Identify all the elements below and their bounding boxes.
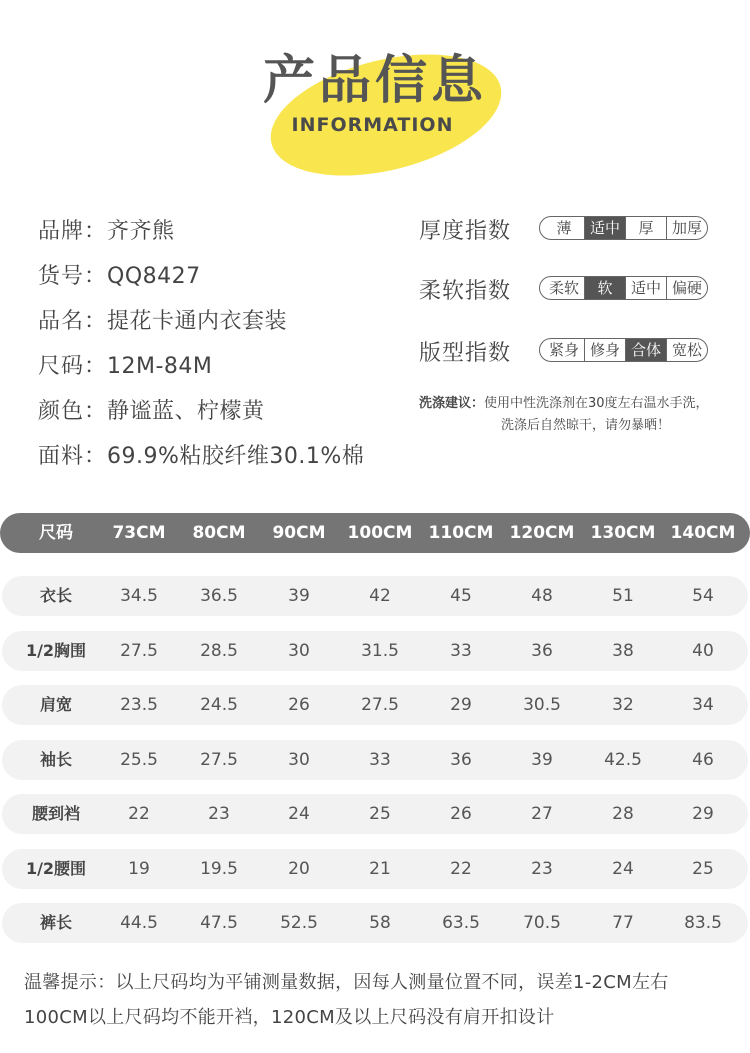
table-row <box>2 903 748 943</box>
info-label: 品牌： <box>38 219 108 244</box>
header-cell-label: 尺码 <box>39 523 73 543</box>
table-cell: 21 <box>369 858 391 879</box>
table-cell: 52.5 <box>280 913 318 933</box>
wash-advice <box>419 393 709 437</box>
table-row <box>2 740 748 780</box>
index-option: 加厚 <box>666 217 707 239</box>
table-row <box>2 576 748 616</box>
table-cell: 27.5 <box>361 695 399 715</box>
page-subtitle: INFORMATION <box>291 114 454 136</box>
table-cell: 34.5 <box>120 586 158 606</box>
info-item-number <box>38 259 364 304</box>
header-cell-size: 120CM <box>509 523 575 543</box>
info-product-name <box>38 304 364 349</box>
index-option-selected: 合体 <box>625 339 666 361</box>
table-cell: 19.5 <box>200 858 238 879</box>
size-table-header <box>0 513 750 553</box>
header-cell-size: 80CM <box>192 523 246 543</box>
table-cell: 70.5 <box>523 913 561 933</box>
info-label: 货号： <box>38 264 108 289</box>
table-cell: 40 <box>692 640 714 661</box>
table-cell: 45 <box>450 586 472 606</box>
table-cell: 22 <box>128 804 150 824</box>
table-cell: 23 <box>531 858 553 879</box>
table-row <box>2 685 748 725</box>
index-option-selected: 软 <box>584 277 625 299</box>
table-cell: 44.5 <box>120 913 158 933</box>
index-label: 柔软指数 <box>419 279 512 304</box>
table-cell: 20 <box>288 858 310 879</box>
table-cell: 33 <box>450 640 472 661</box>
info-label: 尺码： <box>38 354 108 379</box>
table-cell: 36.5 <box>200 586 238 606</box>
info-value: 69.9%粘胶纤维30.1%棉 <box>107 444 365 469</box>
table-cell: 30.5 <box>523 695 561 715</box>
index-row <box>419 334 739 374</box>
table-cell: 24 <box>612 858 634 879</box>
table-cell: 42.5 <box>604 749 642 770</box>
table-cell: 51 <box>612 586 634 606</box>
note-line-2: 100CM以上尺码均不能开裆，120CM及以上尺码没有肩开扣设计 <box>24 1007 555 1028</box>
page-title: 产品信息 <box>262 51 487 111</box>
product-info-list <box>38 214 364 484</box>
info-value: 静谧蓝、柠檬黄 <box>107 399 265 424</box>
index-label: 版型指数 <box>419 341 512 366</box>
header-cell-size: 130CM <box>590 523 656 543</box>
table-cell: 24.5 <box>200 695 238 715</box>
table-cell: 30 <box>288 640 310 661</box>
table-cell: 32 <box>612 695 634 715</box>
table-cell: 27 <box>531 804 553 824</box>
info-value: 12M-84M <box>107 354 213 379</box>
index-option: 修身 <box>584 339 625 361</box>
info-label: 面料： <box>38 444 108 469</box>
info-color <box>38 394 364 439</box>
info-value: 齐齐熊 <box>107 219 175 244</box>
header-cell-size: 73CM <box>112 523 166 543</box>
table-cell: 31.5 <box>361 640 399 661</box>
index-row <box>419 212 739 252</box>
info-label: 品名： <box>38 309 108 334</box>
row-label: 袖长 <box>39 749 72 769</box>
table-cell: 46 <box>692 749 714 770</box>
wash-advice-line1: 使用中性洗涤剂在30度左右温水手洗， <box>484 396 709 411</box>
index-label: 厚度指数 <box>419 219 512 244</box>
header-cell-size: 110CM <box>428 523 494 543</box>
header-cell-size: 90CM <box>272 523 326 543</box>
table-cell: 26 <box>288 695 310 715</box>
table-row <box>2 794 748 834</box>
info-brand <box>38 214 364 259</box>
table-cell: 27.5 <box>200 749 238 770</box>
page-header <box>0 0 750 200</box>
index-option: 厚 <box>625 217 666 239</box>
info-size <box>38 349 364 394</box>
table-cell: 19 <box>128 858 150 879</box>
index-option: 宽松 <box>666 339 707 361</box>
table-cell: 48 <box>531 586 553 606</box>
row-label: 肩宽 <box>39 695 72 714</box>
table-cell: 24 <box>288 804 310 824</box>
index-option: 适中 <box>625 277 666 299</box>
index-row <box>419 272 739 312</box>
table-row <box>2 849 748 889</box>
table-cell: 63.5 <box>442 913 480 933</box>
table-cell: 38 <box>612 640 634 661</box>
table-row <box>2 631 748 671</box>
table-cell: 23.5 <box>120 695 158 715</box>
row-label: 裤长 <box>39 913 72 932</box>
info-label: 颜色： <box>38 399 108 424</box>
table-cell: 29 <box>450 695 472 715</box>
table-cell: 25 <box>692 858 714 879</box>
index-option: 柔软 <box>548 279 579 297</box>
table-cell: 36 <box>531 640 553 661</box>
table-cell: 27.5 <box>120 640 158 661</box>
table-cell: 39 <box>531 749 553 770</box>
size-note <box>24 965 744 1035</box>
table-cell: 28.5 <box>200 640 238 661</box>
header-cell-size: 100CM <box>347 523 413 543</box>
row-label: 腰到裆 <box>31 804 80 823</box>
index-options <box>539 216 708 240</box>
table-cell: 34 <box>692 695 714 715</box>
table-cell: 33 <box>369 749 391 770</box>
table-cell: 77 <box>612 913 634 933</box>
table-cell: 29 <box>692 804 714 824</box>
row-label: 衣长 <box>39 586 72 605</box>
table-cell: 26 <box>450 804 472 824</box>
index-option: 偏硬 <box>666 277 707 299</box>
table-cell: 25 <box>369 804 391 824</box>
table-cell: 23 <box>208 804 230 824</box>
info-fabric <box>38 439 364 484</box>
table-cell: 39 <box>288 586 310 606</box>
wash-advice-line2: 洗涤后自然晾干，请勿暴晒！ <box>501 418 671 433</box>
table-cell: 22 <box>450 858 472 879</box>
table-cell: 54 <box>692 586 714 606</box>
table-cell: 30 <box>288 749 310 770</box>
table-cell: 58 <box>369 913 391 933</box>
index-option: 紧身 <box>548 341 579 359</box>
table-cell: 42 <box>369 586 391 606</box>
note-line-1: 温馨提示：以上尺码均为平铺测量数据，因每人测量位置不同，误差1-2CM左右 <box>24 972 669 993</box>
wash-advice-label: 洗涤建议： <box>419 396 485 411</box>
table-cell: 25.5 <box>120 749 158 770</box>
row-label: 1/2腰围 <box>25 858 87 878</box>
table-cell: 28 <box>612 804 634 824</box>
index-options <box>539 276 708 300</box>
index-option: 薄 <box>556 219 572 237</box>
row-label: 1/2胸围 <box>25 640 87 660</box>
table-cell: 47.5 <box>200 913 238 933</box>
info-value: QQ8427 <box>107 264 201 289</box>
index-options <box>539 338 708 362</box>
table-cell: 83.5 <box>684 913 722 933</box>
info-value: 提花卡通内衣套装 <box>107 309 288 334</box>
table-cell: 36 <box>450 749 472 770</box>
index-option-selected: 适中 <box>584 217 625 239</box>
header-cell-size: 140CM <box>670 523 736 543</box>
